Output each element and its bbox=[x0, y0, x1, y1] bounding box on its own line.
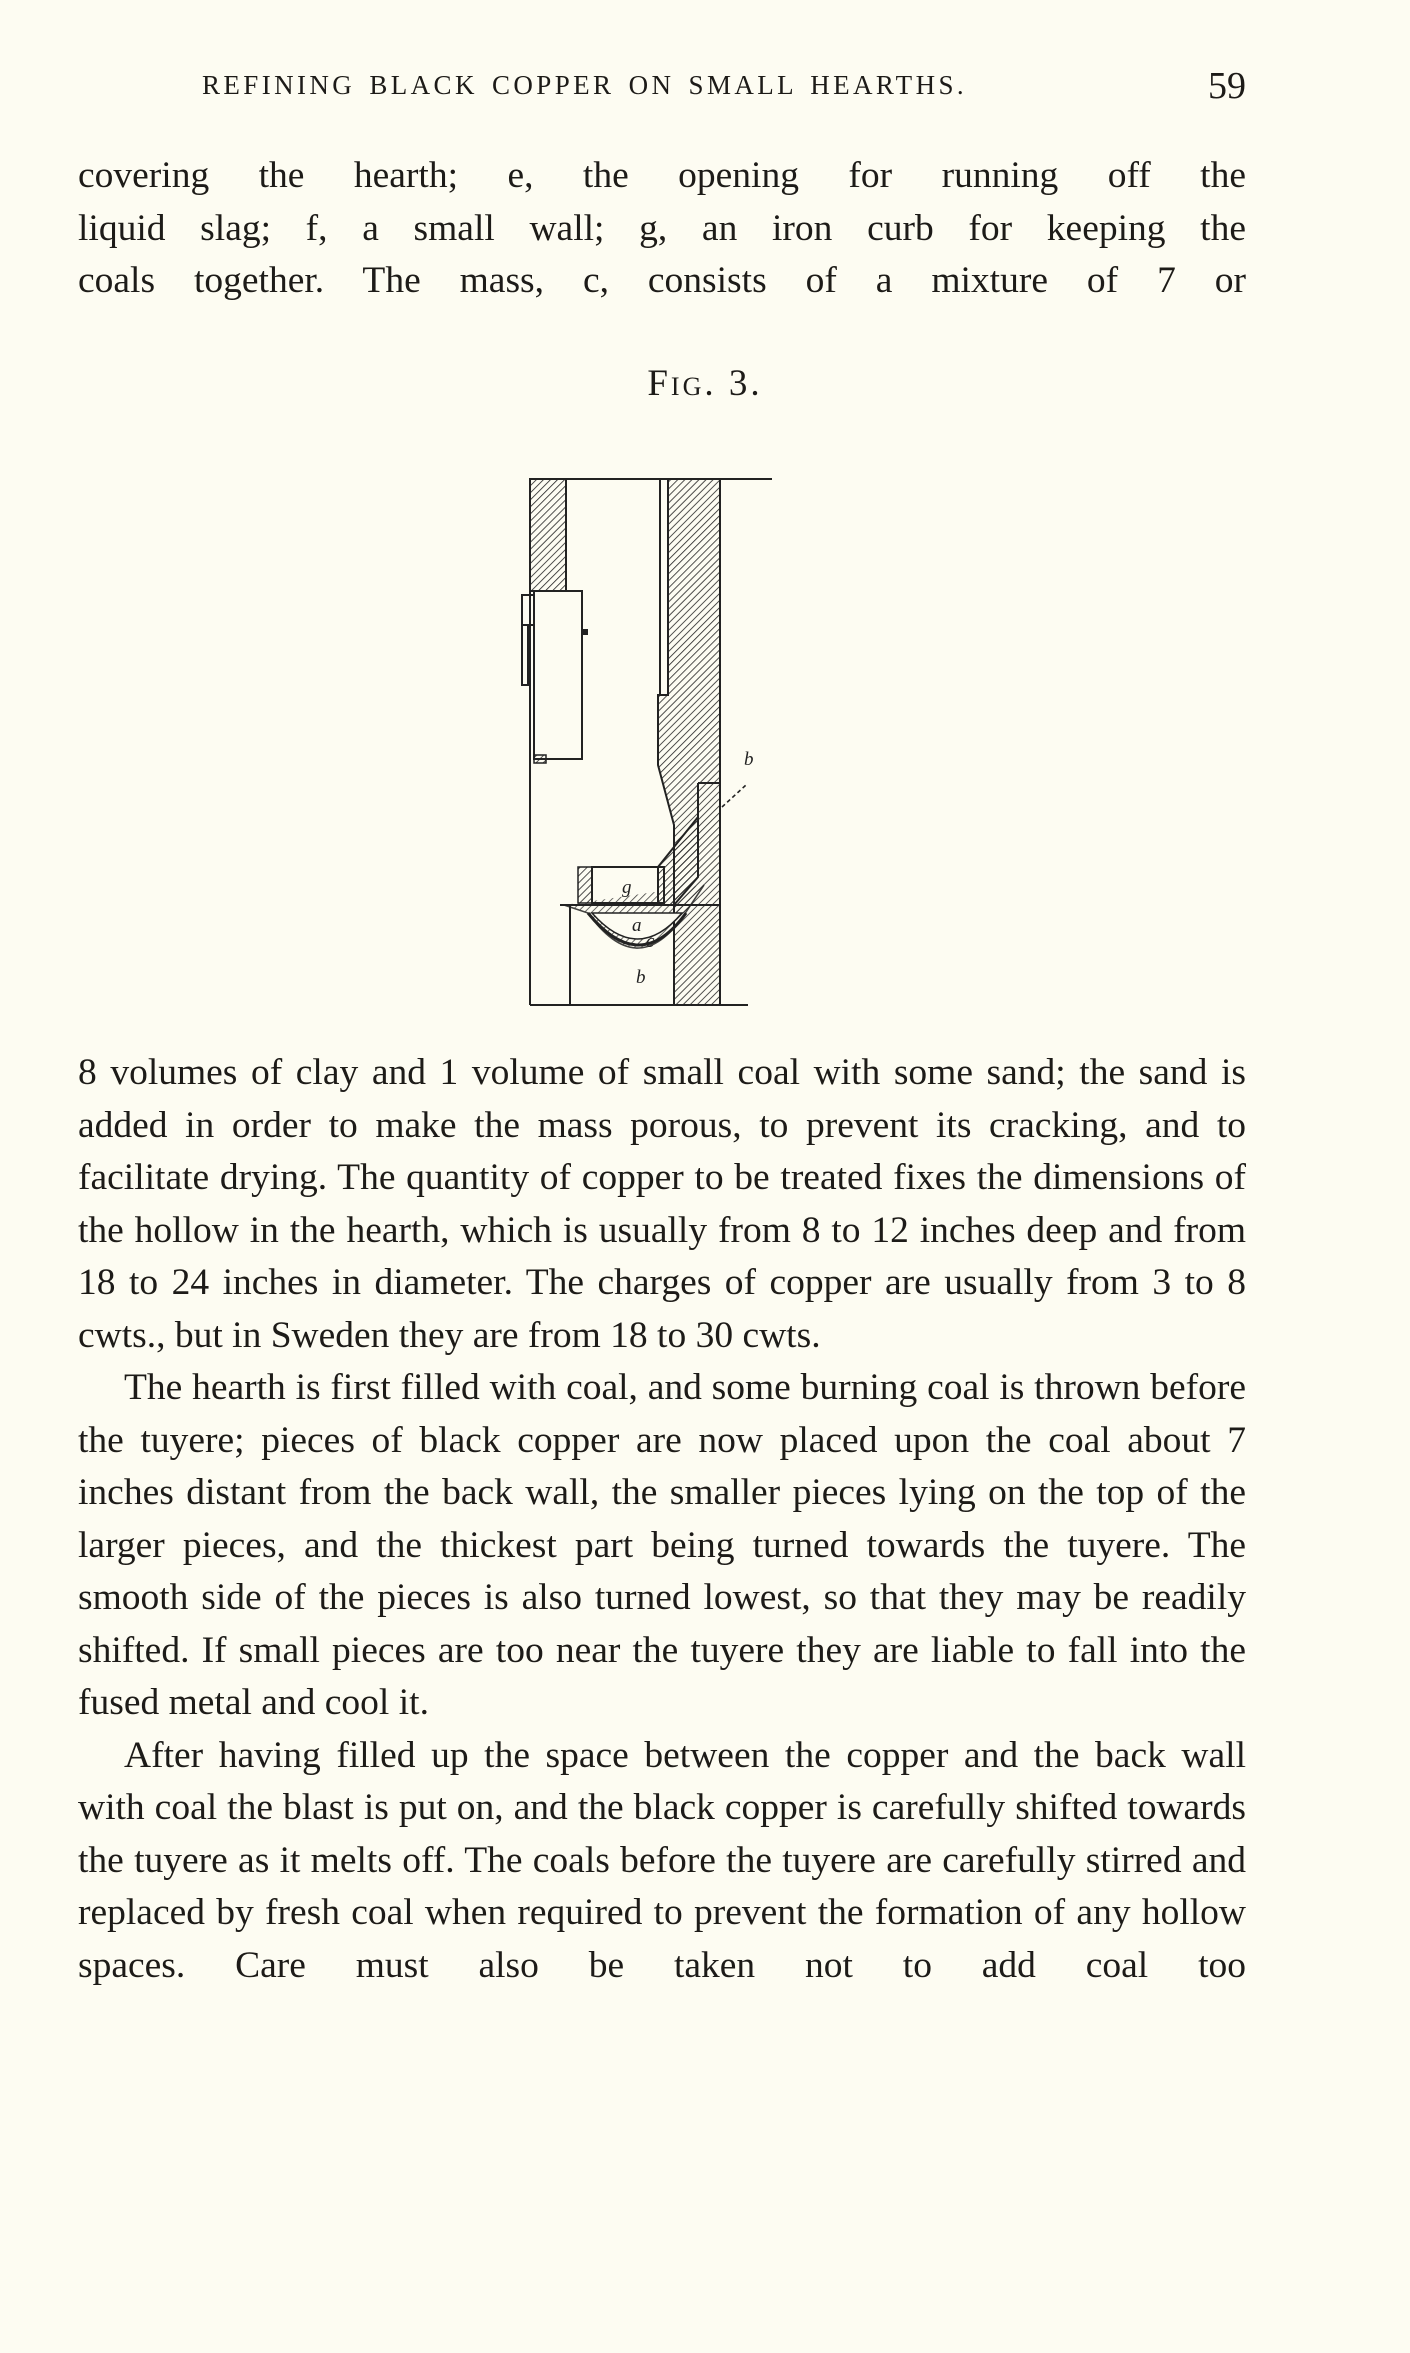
paragraph: After having filled up the space between the copper and the back wall with coal the blast is put on, and the black copper is carefully shifted towards the tuyere as it melts off. The coals before the tuyere are carefully stirred and replaced by fresh coal when required to prevent the formation of any hollow spaces. Care must also be taken not to add coal too bbox=[78, 1734, 1246, 1986]
text-line: liquid slag; f, a small wall; g, an iron curb for keeping the bbox=[78, 207, 1246, 249]
label-b-top: b bbox=[744, 749, 754, 770]
text-line: coals together. The mass, c, consists of a mixture of 7 or bbox=[78, 260, 1246, 301]
running-title: REFINING BLACK COPPER ON SMALL HEARTHS. bbox=[202, 70, 968, 100]
label-b-bottom: b bbox=[636, 967, 646, 988]
text-line: covering the hearth; e, the opening for running off the bbox=[78, 155, 1246, 196]
text-block-top bbox=[78, 150, 1246, 308]
left-wall-hatch bbox=[530, 479, 566, 591]
page-header bbox=[78, 62, 1246, 112]
page-number: 59 bbox=[1208, 65, 1246, 107]
paragraph: 8 volumes of clay and 1 volume of small coal with some sand; the sand is added in order to make the mass porous, to prevent its cracking, and to facilitate drying. The quantity of copper to be treated fixes the dimensions of the hollow in the hearth, which is usually from 8 to 12 inches deep and from 18 to 24 inches in diameter. The charges of copper are usually from 3 to 8 cwts., but in Sweden they are from 18 to 30 cwts. bbox=[78, 1052, 1246, 1356]
hearth-figure bbox=[508, 465, 828, 1025]
label-a: a bbox=[632, 915, 642, 936]
figure-caption: Fig. 3. bbox=[647, 363, 763, 404]
paragraph: The hearth is first filled with coal, and some burning coal is thrown before the tuyere; pieces of black copper are now placed upon the coal about 7 inches distant from the back wall, the smaller pieces lying on the top of the larger pieces, and the thickest part being turned towards the tuyere. The smooth side of the pieces is also turned lowest, so that they may be readily shifted. If small pieces are too near the tuyere they are liable to fall into the fused metal and cool it. bbox=[78, 1367, 1246, 1723]
label-c: c bbox=[646, 931, 655, 952]
tuyere-box bbox=[534, 591, 582, 759]
label-g: g bbox=[622, 877, 632, 898]
hearth-diagram bbox=[508, 465, 828, 1025]
text-block-bottom bbox=[78, 1047, 1246, 1992]
